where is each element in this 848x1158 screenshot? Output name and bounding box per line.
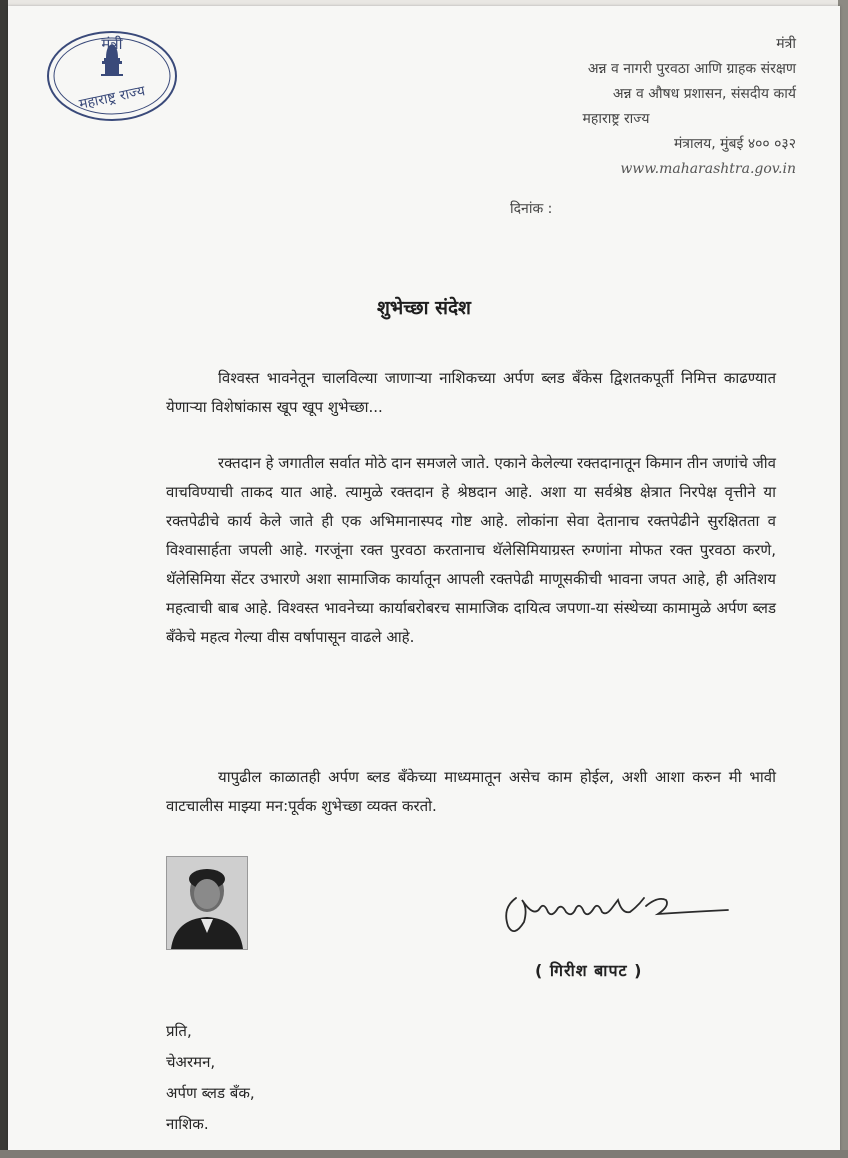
letterhead-state: महाराष्ट्र राज्य bbox=[582, 111, 650, 127]
letterhead-website: www.maharashtra.gov.in bbox=[620, 161, 796, 177]
letterhead-dept-1: अन्न व नागरी पुरवठा आणि ग्राहक संरक्षण bbox=[587, 61, 796, 77]
addressee-line-4: नाशिक. bbox=[166, 1115, 209, 1133]
addressee-line-3: अर्पण ब्लड बँक, bbox=[166, 1084, 255, 1102]
paragraph-3-text: यापुढील काळातही अर्पण ब्लड बँकेच्या माध्यमातून असेच काम होईल, अशी आशा करुन मी भावी वाटचालीस माझ्या मन:पूर्वक शुभेच्छा व्यक्त करतो. bbox=[166, 768, 776, 815]
seal-top-text: मंत्री bbox=[101, 35, 123, 53]
letter-title: शुभेच्छा संदेश bbox=[377, 297, 471, 319]
seal-bottom-text: महाराष्ट्र राज्य bbox=[77, 83, 147, 113]
letterhead-address: मंत्रालय, मुंबई ४०० ०३२ bbox=[673, 136, 796, 152]
signer-photo bbox=[166, 856, 248, 950]
paragraph-1 bbox=[166, 364, 776, 422]
letterhead-title: मंत्री bbox=[776, 36, 796, 52]
photo-edge-left bbox=[0, 0, 8, 1158]
signature bbox=[488, 878, 738, 958]
signer-name: ( गिरीश बापट ) bbox=[535, 961, 643, 980]
paragraph-3 bbox=[166, 763, 776, 821]
ministry-seal bbox=[44, 28, 180, 124]
photo-edge-bottom bbox=[0, 1150, 848, 1158]
person-portrait-icon bbox=[167, 857, 247, 949]
letterhead-dept-2: अन्न व औषध प्रशासन, संसदीय कार्य bbox=[612, 86, 796, 102]
letter-page bbox=[8, 6, 840, 1152]
paragraph-2-text: रक्तदान हे जगातील सर्वात मोठे दान समजले जाते. एकाने केलेल्या रक्तदानातून किमान तीन जणांचे जीव वाचविण्याची ताकद यात आहे. त्यामुळे रक्तदान हे श्रेष्ठदान आहे. अशा या सर्वश्रेष्ठ क्षेत्रात निरपेक्ष वृत्तीने या रक्तपेढीचे कार्य केले जाते ही एक अभिमानास्पद गोष्ट आहे. लोकांना सेवा देतानाच रक्तपेढीने सुरक्षितता व विश्वासार्हता जपली आहे. गरजूंना रक्त पुरवठा करतानाच थॅलेसिमियाग्रस्त रुग्णांना मोफत रक्त पुरवठा करणे, थॅलेसिमिया सेंटर उभारणे अशा सामाजिक कार्यातून आपली रक्तपेढी माणूसकीची भावना जपत आहे, ही अतिशय महत्वाची बाब आहे. विश्वस्त भावनेच्या कार्याबरोबरच सामाजिक दायित्व जपणा-या संस्थेच्या कामामुळे अर्पण ब्लड बँकेचे महत्व गेल्या वीस वर्षापासून वाढले आहे. bbox=[166, 454, 776, 646]
addressee-block bbox=[166, 1016, 255, 1140]
addressee-line-1: प्रति, bbox=[166, 1022, 192, 1040]
date-label: दिनांक : bbox=[510, 201, 553, 217]
handwritten-signature-icon bbox=[488, 878, 738, 958]
addressee-line-2: चेअरमन, bbox=[166, 1053, 216, 1071]
paragraph-2 bbox=[166, 449, 776, 652]
paragraph-1-text: विश्वस्त भावनेतून चालविल्या जाणाऱ्या नाशिकच्या अर्पण ब्लड बँकेस द्विशतकपूर्ती निमित्त काढण्यात येणाऱ्या विशेषांकास खूप खूप शुभेच्छा... bbox=[166, 369, 776, 416]
letterhead bbox=[436, 32, 796, 182]
